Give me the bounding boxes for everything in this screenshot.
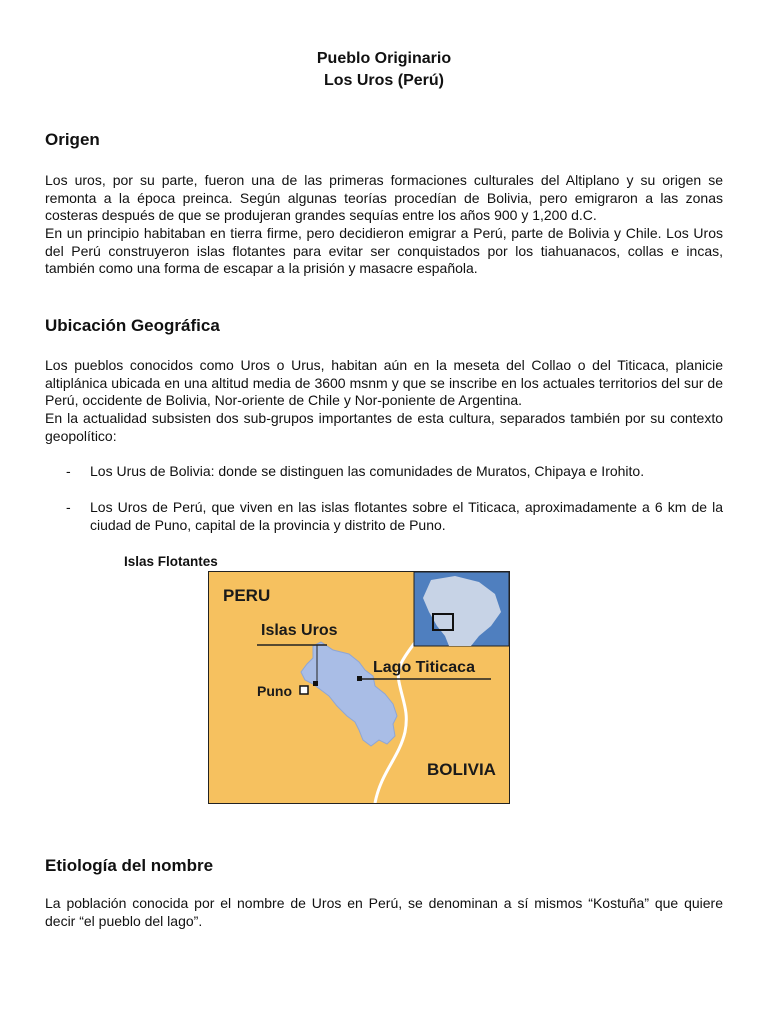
document-title-line1: Pueblo Originario xyxy=(316,50,452,67)
map-label-puno: Puno xyxy=(257,683,292,699)
origen-paragraph-2: En un principio habitaban en tierra firme, pero decidieron emigrar a Perú, parte de Bolivia y Chile. Los Uros del Perú construyeron islas flotantes para evitar ser conquistados por los tiahuanacos, collas e incas, también como una forma de escapar a la prisión y masacre española. xyxy=(45,225,723,277)
map-label-bolivia: BOLIVIA xyxy=(427,760,496,779)
heading-origen: Origen xyxy=(45,130,100,149)
puno-city-marker xyxy=(300,686,308,694)
origen-paragraph-1: Los uros, por su parte, fueron una de las primeras formaciones culturales del Altiplano y su origen se remonta a la época preinca. Según algunas teorías procedían de Bolivia, pero emigraron a las zonas costeras después de que se produjeran grandes sequías entre los años 900 y 1,200 d.C. xyxy=(45,172,723,224)
map-label-lago-titicaca: Lago Titicaca xyxy=(373,659,475,676)
map-label-peru: PERU xyxy=(223,586,271,605)
heading-etiologia: Etiología del nombre xyxy=(45,856,214,875)
document-title-line2: Los Uros (Perú) xyxy=(323,72,444,89)
list-item-text: Los Urus de Bolivia: donde se distinguen las comunidades de Muratos, Chipaya e Irohito. xyxy=(90,463,645,479)
location-inset xyxy=(414,572,509,646)
list-item-text: Los Uros de Perú, que viven en las islas flotantes sobre el Titicaca, aproximadamente a 6 km de la ciudad de Puno, capital de la provincia y distrito de Puno. xyxy=(90,499,723,533)
map-label-islas-uros: Islas Uros xyxy=(261,622,338,639)
lake-marker xyxy=(357,676,362,681)
islands-marker xyxy=(313,681,318,686)
list-item xyxy=(66,499,723,534)
lake-titicaca-map xyxy=(208,571,510,804)
bullet-marker: - xyxy=(66,463,71,479)
bullet-marker: - xyxy=(66,499,71,515)
ubicacion-paragraph-1: Los pueblos conocidos como Uros o Urus, habitan aún en la meseta del Collao o del Titicaca, planicie altiplánica ubicada en una altitud media de 3600 msnm y que se inscribe en los actuales territorios del sur de Perú, occidente de Bolivia, Nor-oriente de Chile y Nor-poniente de Argentina. xyxy=(45,357,723,409)
heading-ubicacion: Ubicación Geográfica xyxy=(45,316,220,335)
etiologia-paragraph: La población conocida por el nombre de Uros en Perú, se denominan a sí mismos “Kostuña” que quiere decir “el pueblo del lago”. xyxy=(45,895,723,929)
list-item xyxy=(66,463,723,481)
map-caption: Islas Flotantes xyxy=(124,554,218,569)
ubicacion-paragraph-2: En la actualidad subsisten dos sub-grupos importantes de esta cultura, separados también por su contexto geopolítico: xyxy=(45,410,723,444)
